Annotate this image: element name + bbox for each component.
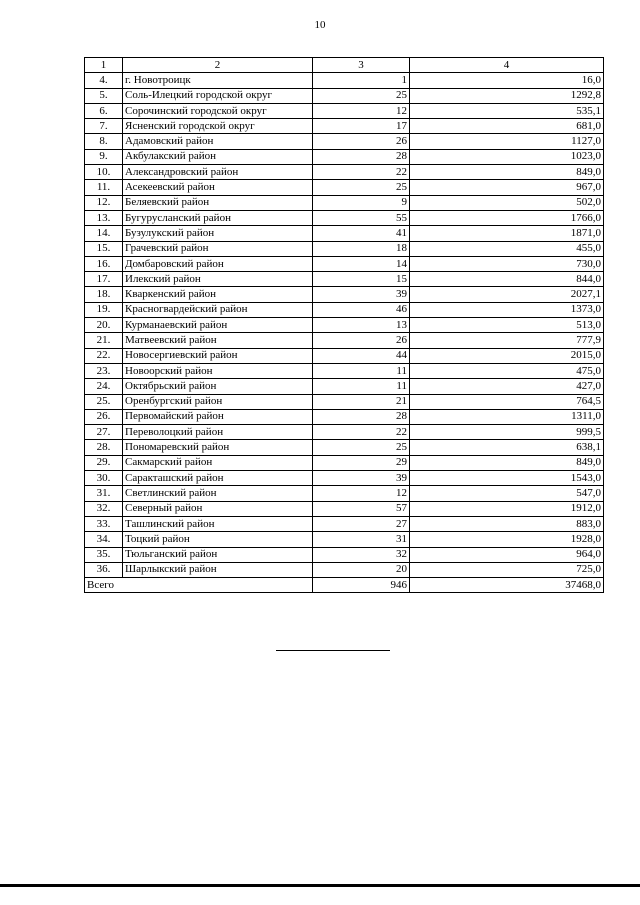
table-row	[85, 302, 604, 317]
row-number: 12.	[85, 195, 123, 210]
row-value: 2015,0	[410, 348, 604, 363]
row-value: 849,0	[410, 165, 604, 180]
table-row	[85, 256, 604, 271]
row-name: Светлинский район	[123, 486, 313, 501]
table-row	[85, 425, 604, 440]
row-number: 31.	[85, 486, 123, 501]
data-table	[84, 57, 604, 593]
table-row	[85, 119, 604, 134]
row-name: Бузулукский район	[123, 226, 313, 241]
row-name: г. Новотроицк	[123, 73, 313, 88]
row-count: 15	[313, 272, 410, 287]
row-count: 31	[313, 532, 410, 547]
row-number: 11.	[85, 180, 123, 195]
row-count: 11	[313, 379, 410, 394]
row-name: Новосергиевский район	[123, 348, 313, 363]
row-value: 777,9	[410, 333, 604, 348]
row-value: 1543,0	[410, 471, 604, 486]
row-count: 18	[313, 241, 410, 256]
row-number: 6.	[85, 103, 123, 118]
table-row	[85, 134, 604, 149]
row-name: Матвеевский район	[123, 333, 313, 348]
row-count: 26	[313, 134, 410, 149]
total-row	[85, 578, 604, 593]
row-name: Соль-Илецкий городской округ	[123, 88, 313, 103]
row-number: 23.	[85, 363, 123, 378]
row-number: 7.	[85, 119, 123, 134]
row-count: 44	[313, 348, 410, 363]
row-name: Домбаровский район	[123, 256, 313, 271]
row-value: 547,0	[410, 486, 604, 501]
row-value: 1928,0	[410, 532, 604, 547]
row-count: 13	[313, 318, 410, 333]
row-value: 1023,0	[410, 149, 604, 164]
row-name: Шарлыкский район	[123, 562, 313, 577]
row-name: Сакмарский район	[123, 455, 313, 470]
row-count: 32	[313, 547, 410, 562]
table-row	[85, 318, 604, 333]
row-name: Грачевский район	[123, 241, 313, 256]
row-number: 29.	[85, 455, 123, 470]
row-value: 2027,1	[410, 287, 604, 302]
row-number: 16.	[85, 256, 123, 271]
row-value: 999,5	[410, 425, 604, 440]
row-name: Илекский район	[123, 272, 313, 287]
table-row	[85, 440, 604, 455]
row-count: 17	[313, 119, 410, 134]
row-count: 46	[313, 302, 410, 317]
row-value: 681,0	[410, 119, 604, 134]
row-value: 455,0	[410, 241, 604, 256]
row-value: 1311,0	[410, 409, 604, 424]
row-value: 1871,0	[410, 226, 604, 241]
row-value: 513,0	[410, 318, 604, 333]
row-count: 1	[313, 73, 410, 88]
table-row	[85, 180, 604, 195]
row-name: Переволоцкий район	[123, 425, 313, 440]
row-value: 1373,0	[410, 302, 604, 317]
total-label: Всего	[85, 578, 313, 593]
row-count: 29	[313, 455, 410, 470]
row-count: 28	[313, 409, 410, 424]
row-name: Ясненский городской округ	[123, 119, 313, 134]
row-count: 11	[313, 363, 410, 378]
row-value: 535,1	[410, 103, 604, 118]
row-number: 4.	[85, 73, 123, 88]
table-row	[85, 348, 604, 363]
row-value: 427,0	[410, 379, 604, 394]
table-row	[85, 287, 604, 302]
row-number: 19.	[85, 302, 123, 317]
table-row	[85, 272, 604, 287]
row-count: 12	[313, 103, 410, 118]
row-name: Беляевский район	[123, 195, 313, 210]
table-row	[85, 103, 604, 118]
row-name: Адамовский район	[123, 134, 313, 149]
row-value: 638,1	[410, 440, 604, 455]
row-number: 10.	[85, 165, 123, 180]
table-row	[85, 562, 604, 577]
separator-line	[276, 650, 390, 651]
row-value: 725,0	[410, 562, 604, 577]
row-name: Саракташский район	[123, 471, 313, 486]
row-name: Пономаревский район	[123, 440, 313, 455]
row-count: 39	[313, 471, 410, 486]
table-row	[85, 88, 604, 103]
footer-bar	[0, 884, 640, 887]
page-number: 10	[314, 19, 326, 31]
table-row	[85, 516, 604, 531]
row-number: 35.	[85, 547, 123, 562]
row-value: 730,0	[410, 256, 604, 271]
table-row	[85, 547, 604, 562]
column-header-3: 3	[313, 58, 410, 73]
row-number: 26.	[85, 409, 123, 424]
row-number: 15.	[85, 241, 123, 256]
row-value: 1292,8	[410, 88, 604, 103]
row-name: Курманаевский район	[123, 318, 313, 333]
row-name: Александровский район	[123, 165, 313, 180]
row-count: 25	[313, 180, 410, 195]
row-count: 22	[313, 165, 410, 180]
row-name: Кваркенский район	[123, 287, 313, 302]
row-number: 30.	[85, 471, 123, 486]
row-count: 20	[313, 562, 410, 577]
row-value: 849,0	[410, 455, 604, 470]
row-count: 27	[313, 516, 410, 531]
row-name: Асекеевский район	[123, 180, 313, 195]
table-row	[85, 333, 604, 348]
row-name: Октябрьский район	[123, 379, 313, 394]
table-row	[85, 409, 604, 424]
row-number: 5.	[85, 88, 123, 103]
table-row	[85, 210, 604, 225]
table-row	[85, 73, 604, 88]
row-value: 883,0	[410, 516, 604, 531]
row-count: 12	[313, 486, 410, 501]
row-count: 41	[313, 226, 410, 241]
column-header-2: 2	[123, 58, 313, 73]
column-header-1: 1	[85, 58, 123, 73]
row-name: Тоцкий район	[123, 532, 313, 547]
row-number: 33.	[85, 516, 123, 531]
row-number: 36.	[85, 562, 123, 577]
table-row	[85, 363, 604, 378]
row-value: 1127,0	[410, 134, 604, 149]
row-name: Бугурусланский район	[123, 210, 313, 225]
row-number: 21.	[85, 333, 123, 348]
row-number: 20.	[85, 318, 123, 333]
table-row	[85, 165, 604, 180]
row-count: 9	[313, 195, 410, 210]
row-name: Новоорский район	[123, 363, 313, 378]
row-count: 26	[313, 333, 410, 348]
row-value: 764,5	[410, 394, 604, 409]
row-number: 9.	[85, 149, 123, 164]
row-name: Оренбургский район	[123, 394, 313, 409]
row-count: 55	[313, 210, 410, 225]
row-number: 13.	[85, 210, 123, 225]
table-body	[85, 58, 604, 593]
row-value: 967,0	[410, 180, 604, 195]
row-number: 8.	[85, 134, 123, 149]
row-value: 844,0	[410, 272, 604, 287]
table-row	[85, 226, 604, 241]
total-count: 946	[313, 578, 410, 593]
table-row	[85, 149, 604, 164]
row-number: 27.	[85, 425, 123, 440]
row-name: Сорочинский городской округ	[123, 103, 313, 118]
row-name: Тюльганский район	[123, 547, 313, 562]
row-number: 18.	[85, 287, 123, 302]
row-count: 22	[313, 425, 410, 440]
table-row	[85, 532, 604, 547]
row-name: Красногвардейский район	[123, 302, 313, 317]
row-name: Акбулакский район	[123, 149, 313, 164]
row-value: 1912,0	[410, 501, 604, 516]
table-row	[85, 455, 604, 470]
table-row	[85, 241, 604, 256]
header-row	[85, 58, 604, 73]
row-count: 25	[313, 88, 410, 103]
row-value: 475,0	[410, 363, 604, 378]
table-row	[85, 195, 604, 210]
table-row	[85, 471, 604, 486]
row-count: 57	[313, 501, 410, 516]
table-row	[85, 379, 604, 394]
row-number: 24.	[85, 379, 123, 394]
row-name: Первомайский район	[123, 409, 313, 424]
table-row	[85, 486, 604, 501]
row-name: Ташлинский район	[123, 516, 313, 531]
row-number: 32.	[85, 501, 123, 516]
row-number: 17.	[85, 272, 123, 287]
row-count: 14	[313, 256, 410, 271]
column-header-4: 4	[410, 58, 604, 73]
row-name: Северный район	[123, 501, 313, 516]
row-value: 16,0	[410, 73, 604, 88]
row-count: 28	[313, 149, 410, 164]
row-value: 964,0	[410, 547, 604, 562]
row-count: 39	[313, 287, 410, 302]
row-number: 22.	[85, 348, 123, 363]
total-value: 37468,0	[410, 578, 604, 593]
row-number: 25.	[85, 394, 123, 409]
table-row	[85, 394, 604, 409]
row-number: 28.	[85, 440, 123, 455]
row-number: 14.	[85, 226, 123, 241]
row-count: 25	[313, 440, 410, 455]
row-value: 1766,0	[410, 210, 604, 225]
table-row	[85, 501, 604, 516]
row-number: 34.	[85, 532, 123, 547]
row-value: 502,0	[410, 195, 604, 210]
row-count: 21	[313, 394, 410, 409]
